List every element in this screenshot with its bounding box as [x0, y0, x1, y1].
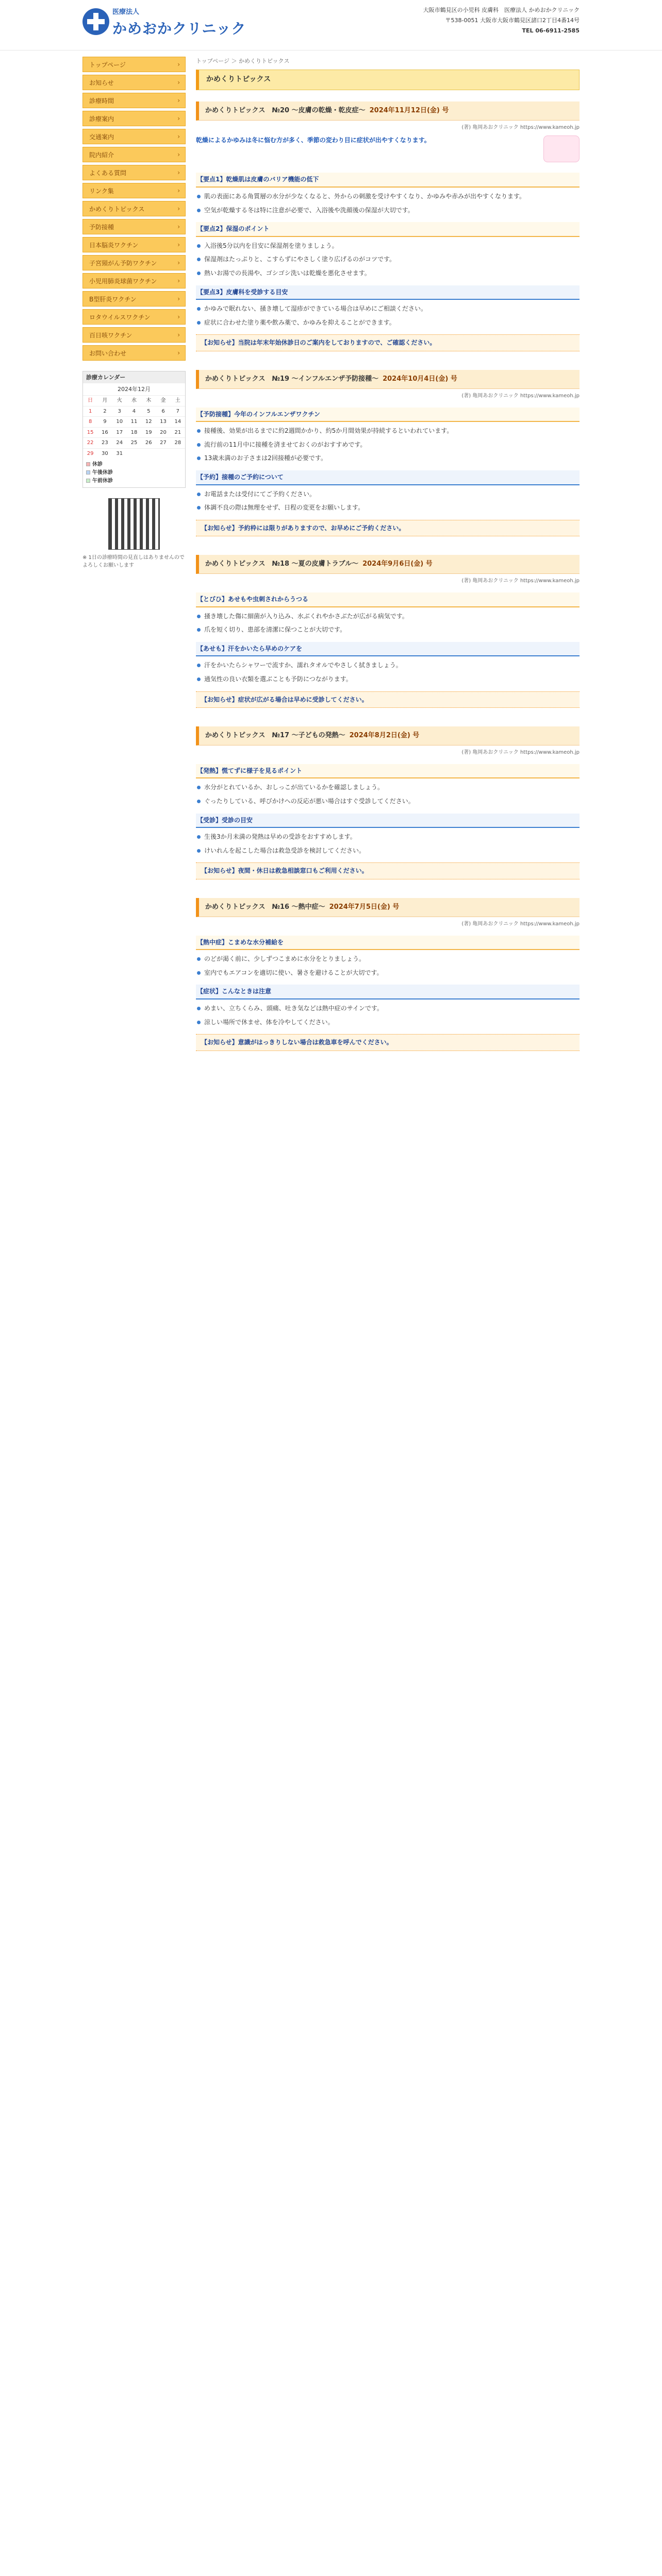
- topic-lead: 乾燥によるかゆみは冬に悩む方が多く、季節の変わり目に症状が出やすくなります。: [196, 137, 431, 144]
- calendar-day: 21: [171, 427, 185, 438]
- nav-item[interactable]: › リンク集: [82, 183, 186, 198]
- calendar-day: 29: [83, 448, 97, 459]
- qr-code: [108, 498, 160, 550]
- calendar-day: 28: [171, 438, 185, 449]
- point-item: 13歳未満のお子さまは2回接種が必要です。: [196, 453, 580, 463]
- site-header: [0, 0, 662, 50]
- topic-date: 2024年10月4日(金) 号: [383, 375, 457, 383]
- calendar-day: 10: [112, 417, 127, 428]
- calendar-month: 2024年12月: [118, 386, 151, 393]
- point-item: かゆみで眠れない、掻き壊して湿疹ができている場合は早めにご相談ください。: [196, 304, 580, 314]
- section-title: 【症状】こんなときは注意: [196, 985, 580, 999]
- topic-byline: (著) 亀岡あおクリニック https://www.kameoh.jp: [461, 578, 580, 584]
- topic-notice: 【お知らせ】意識がはっきりしない場合は救急車を呼んでください。: [196, 1034, 580, 1051]
- calendar-legend: [83, 459, 185, 487]
- topic-byline: (著) 亀岡あおクリニック https://www.kameoh.jp: [461, 124, 580, 130]
- calendar-day: 8: [83, 417, 97, 428]
- calendar-day: 11: [127, 417, 141, 428]
- topic-title: かめくりトピックス №20 ～皮膚の乾燥・乾皮症～ 2024年11月12日(金) 号: [196, 101, 580, 121]
- logo-small-text: 医療法人: [112, 8, 140, 16]
- nav-item[interactable]: › かめくりトピックス: [82, 201, 186, 216]
- weekday: 火: [112, 396, 127, 406]
- calendar-day: 22: [83, 438, 97, 449]
- weekday: 土: [171, 396, 185, 406]
- header-address-2: 〒538-0051 大阪市大阪市鶴見区諸口2丁目4番14号: [445, 16, 580, 24]
- section-title: 【受診】受診の目安: [196, 814, 580, 828]
- point-item: 涼しい場所で休ませ、体を冷やしてください。: [196, 1018, 580, 1027]
- nav-item[interactable]: › 百日咳ワクチン: [82, 327, 186, 343]
- point-item: 掻き壊した傷に細菌が入り込み、水ぶくれやかさぶたが広がる病気です。: [196, 612, 580, 621]
- calendar-day: 25: [127, 438, 141, 449]
- point-list: [196, 783, 580, 806]
- point-item: 保湿剤はたっぷりと、こすらずにやさしく塗り広げるのがコツです。: [196, 255, 580, 264]
- legend-item: 休診: [86, 461, 182, 469]
- weekday: 水: [127, 396, 141, 406]
- calendar-day: [127, 448, 141, 459]
- calendar-day: 7: [171, 406, 185, 417]
- point-item: めまい、立ちくらみ、頭痛、吐き気などは熱中症のサインです。: [196, 1004, 580, 1013]
- topic-title: かめくりトピックス №16 ～熱中症～ 2024年7月5日(金) 号: [196, 898, 580, 917]
- nav-item[interactable]: › B型肝炎ワクチン: [82, 291, 186, 307]
- nav-item[interactable]: › トップページ: [82, 57, 186, 72]
- topic-article: [196, 370, 580, 536]
- nav-item[interactable]: › 日本脳炎ワクチン: [82, 237, 186, 252]
- calendar-day: 15: [83, 427, 97, 438]
- point-list: [196, 304, 580, 327]
- point-list: [196, 241, 580, 278]
- section-title: 【予約】接種のご予約について: [196, 470, 580, 485]
- calendar-day: 4: [127, 406, 141, 417]
- section-title: 【熱中症】こまめな水分補給を: [196, 936, 580, 951]
- section-title: 【予防接種】今年のインフルエンザワクチン: [196, 408, 580, 422]
- point-item: 流行前の11月中に接種を済ませておくのがおすすめです。: [196, 440, 580, 450]
- clinic-calendar: [82, 371, 186, 488]
- sidebar-nav: [82, 57, 186, 361]
- calendar-day: 5: [141, 406, 156, 417]
- calendar-day: 3: [112, 406, 127, 417]
- calendar-day: 14: [171, 417, 185, 428]
- nav-item[interactable]: › 院内紹介: [82, 147, 186, 162]
- header-address-1: 大阪市鶴見区の小児科 皮膚科 医療法人 かめおかクリニック: [423, 7, 580, 13]
- qr-note: ※ 1日の診療時間の見直しはありませんのでよろしくお願いします: [82, 555, 185, 569]
- nav-item[interactable]: › 予防接種: [82, 219, 186, 234]
- topic-date: 2024年9月6日(金) 号: [362, 560, 433, 568]
- calendar-day: 30: [97, 448, 112, 459]
- header-tel[interactable]: TEL 06-6911-2585: [522, 27, 580, 34]
- topic-byline: (著) 亀岡あおクリニック https://www.kameoh.jp: [461, 921, 580, 927]
- illustration-icon: [543, 135, 580, 162]
- point-item: けいれんを起こした場合は救急受診を検討してください。: [196, 846, 580, 856]
- point-list: [196, 660, 580, 684]
- point-item: 肌の表面にある角質層の水分が少なくなると、外からの刺激を受けやすくなり、かゆみや赤みが出やすくなります。: [196, 192, 580, 201]
- point-item: お電話または受付にてご予約ください。: [196, 489, 580, 499]
- calendar-day: 6: [156, 406, 170, 417]
- topic-article: [196, 101, 580, 351]
- calendar-day: 27: [156, 438, 170, 449]
- topic-date: 2024年8月2日(金) 号: [349, 732, 420, 740]
- point-list: [196, 1004, 580, 1027]
- point-item: 水分がとれているか、おしっこが出ているかを確認しましょう。: [196, 783, 580, 792]
- point-item: 爪を短く切り、患部を清潔に保つことが大切です。: [196, 625, 580, 635]
- point-item: 生後3か月未満の発熱は早めの受診をおすすめします。: [196, 832, 580, 842]
- nav-item[interactable]: › 小児用肺炎球菌ワクチン: [82, 273, 186, 289]
- calendar-day: 13: [156, 417, 170, 428]
- point-list: [196, 954, 580, 977]
- clinic-logo[interactable]: [82, 5, 253, 41]
- topic-title: かめくりトピックス №17 ～子どもの発熱～ 2024年8月2日(金) 号: [196, 726, 580, 745]
- weekday: 金: [156, 396, 170, 406]
- calendar-day: 23: [97, 438, 112, 449]
- point-item: 症状に合わせた塗り薬や飲み薬で、かゆみを抑えることができます。: [196, 318, 580, 328]
- point-item: 通気性の良い衣類を選ぶことも予防につながります。: [196, 674, 580, 684]
- nav-item[interactable]: › お知らせ: [82, 75, 186, 90]
- calendar-day: 17: [112, 427, 127, 438]
- section-title: 【要点1】乾燥肌は皮膚のバリア機能の低下: [196, 173, 580, 188]
- calendar-day: 9: [97, 417, 112, 428]
- section-title: 【とびひ】あせもや虫刺されからうつる: [196, 592, 580, 607]
- point-item: 熱いお湯での長湯や、ゴシゴシ洗いは乾燥を悪化させます。: [196, 268, 580, 278]
- medical-cross-icon: [82, 8, 109, 35]
- point-item: 入浴後5分以内を目安に保湿剤を塗りましょう。: [196, 241, 580, 251]
- point-list: [196, 426, 580, 463]
- weekday: 木: [141, 396, 156, 406]
- nav-item[interactable]: › お問い合わせ: [82, 345, 186, 361]
- topic-title: かめくりトピックス №18 ～夏の皮膚トラブル～ 2024年9月6日(金) 号: [196, 555, 580, 574]
- page-title: かめくりトピックス: [196, 70, 580, 90]
- calendar-day: 19: [141, 427, 156, 438]
- calendar-day: 31: [112, 448, 127, 459]
- topic-date: 2024年11月12日(金) 号: [369, 106, 449, 114]
- sidebar: [82, 57, 186, 569]
- point-item: 体調不良の際は無理をせず、日程の変更をお願いします。: [196, 503, 580, 513]
- calendar-day: 1: [83, 406, 97, 417]
- nav-item[interactable]: › 診療案内: [82, 111, 186, 126]
- topic-date: 2024年7月5日(金) 号: [329, 903, 400, 911]
- calendar-day: [141, 448, 156, 459]
- header-info: [423, 5, 580, 36]
- point-list: [196, 489, 580, 513]
- point-item: 接種後、効果が出るまでに約2週間かかり、約5か月間効果が持続するといわれています。: [196, 426, 580, 436]
- weekday: 月: [97, 396, 112, 406]
- breadcrumb[interactable]: トップページ ＞ かめくりトピックス: [196, 58, 290, 64]
- topic-article: [196, 726, 580, 879]
- section-title: 【要点2】保湿のポイント: [196, 222, 580, 237]
- topic-notice: 【お知らせ】当院は年末年始休診日のご案内をしておりますので、ご確認ください。: [196, 334, 580, 351]
- calendar-day: 20: [156, 427, 170, 438]
- section-title: 【あせも】汗をかいたら早めのケアを: [196, 642, 580, 657]
- logo-big-text: かめおかクリニック: [112, 20, 246, 37]
- point-item: ぐったりしている、呼びかけへの反応が悪い場合はすぐ受診してください。: [196, 796, 580, 806]
- calendar-day: [171, 448, 185, 459]
- calendar-day: 18: [127, 427, 141, 438]
- point-list: [196, 832, 580, 855]
- point-list: [196, 612, 580, 635]
- point-item: 汗をかいたらシャワーで流すか、濡れタオルでやさしく拭きましょう。: [196, 660, 580, 670]
- legend-item: 午前休診: [86, 477, 182, 485]
- calendar-day: 2: [97, 406, 112, 417]
- topic-notice: 【お知らせ】予約枠には限りがありますので、お早めにご予約ください。: [196, 520, 580, 537]
- point-item: 空気が乾燥する冬は特に注意が必要で、入浴後や洗顔後の保湿が大切です。: [196, 206, 580, 215]
- calendar-day: 24: [112, 438, 127, 449]
- calendar-heading: 診療カレンダー: [83, 371, 185, 383]
- calendar-day: 26: [141, 438, 156, 449]
- point-item: のどが渇く前に、少しずつこまめに水分をとりましょう。: [196, 954, 580, 964]
- nav-item[interactable]: › よくある質問: [82, 165, 186, 180]
- nav-item[interactable]: › 子宮頸がん予防ワクチン: [82, 255, 186, 270]
- calendar-day: [156, 448, 170, 459]
- topic-article: [196, 555, 580, 708]
- calendar-table: [83, 395, 185, 459]
- nav-item[interactable]: › 診療時間: [82, 93, 186, 108]
- point-item: 室内でもエアコンを適切に使い、暑さを避けることが大切です。: [196, 968, 580, 978]
- topic-notice: 【お知らせ】症状が広がる場合は早めに受診してください。: [196, 691, 580, 708]
- section-title: 【要点3】皮膚科を受診する目安: [196, 285, 580, 300]
- topic-byline: (著) 亀岡あおクリニック https://www.kameoh.jp: [461, 393, 580, 399]
- topic-title: かめくりトピックス №19 ～インフルエンザ予防接種～ 2024年10月4日(金) 号: [196, 370, 580, 389]
- topic-article: [196, 898, 580, 1051]
- topic-notice: 【お知らせ】夜間・休日は救急相談窓口もご利用ください。: [196, 862, 580, 879]
- point-list: [196, 192, 580, 215]
- calendar-day: 12: [141, 417, 156, 428]
- nav-item[interactable]: › 交通案内: [82, 129, 186, 144]
- topic-byline: (著) 亀岡あおクリニック https://www.kameoh.jp: [461, 750, 580, 756]
- main-content: [196, 57, 580, 1070]
- section-title: 【発熱】慌てずに様子を見るポイント: [196, 764, 580, 779]
- legend-item: 午後休診: [86, 469, 182, 477]
- calendar-day: 16: [97, 427, 112, 438]
- nav-item[interactable]: › ロタウイルスワクチン: [82, 309, 186, 325]
- weekday: 日: [83, 396, 97, 406]
